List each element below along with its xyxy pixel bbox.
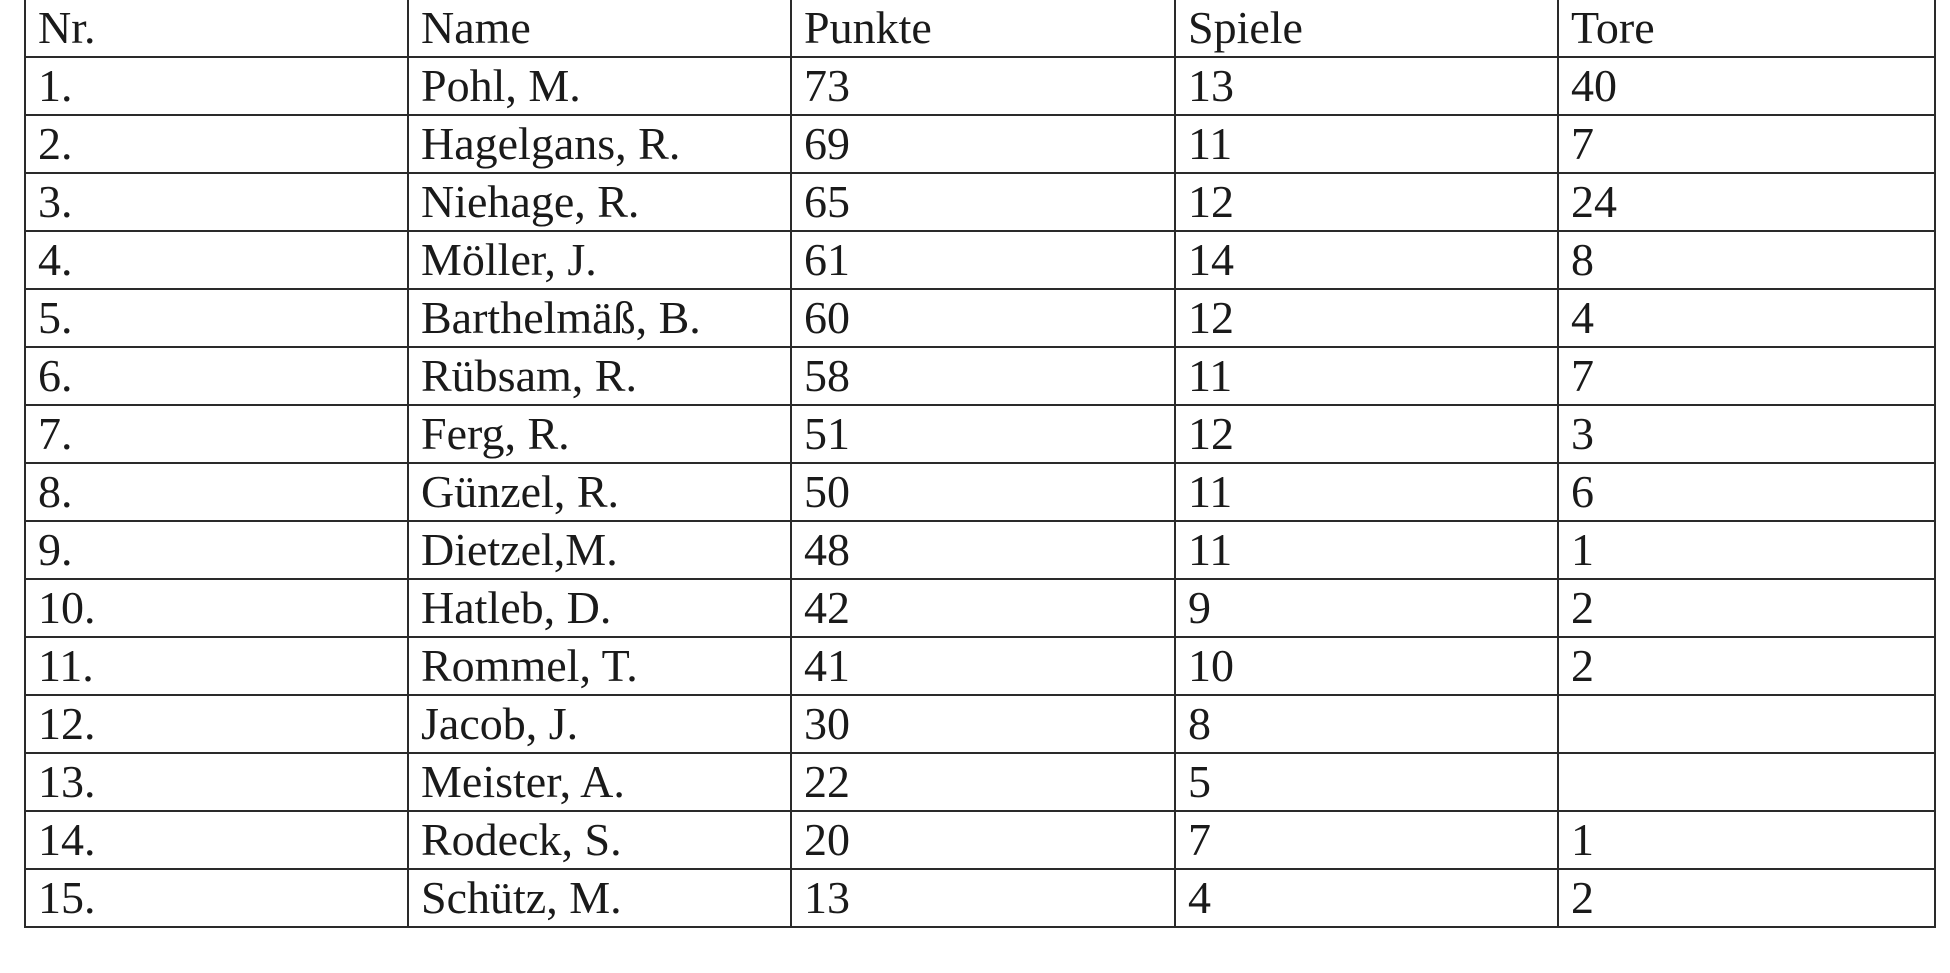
goals-cell: 2: [1558, 637, 1935, 695]
name-cell: Meister, A.: [408, 753, 791, 811]
table-row: [25, 753, 1935, 811]
games-cell: 14: [1175, 231, 1558, 289]
points-cell: 61: [791, 231, 1175, 289]
table-body: [25, 57, 1935, 927]
points-cell: 58: [791, 347, 1175, 405]
rank-cell: 1.: [25, 57, 408, 115]
goals-cell: 8: [1558, 231, 1935, 289]
header-name: Name: [408, 0, 791, 57]
goals-cell: 2: [1558, 579, 1935, 637]
goals-cell: 24: [1558, 173, 1935, 231]
points-cell: 13: [791, 869, 1175, 927]
rank-cell: 8.: [25, 463, 408, 521]
name-cell: Niehage, R.: [408, 173, 791, 231]
header-tore: Tore: [1558, 0, 1935, 57]
table-row: [25, 231, 1935, 289]
points-cell: 42: [791, 579, 1175, 637]
table-row: [25, 579, 1935, 637]
points-cell: 30: [791, 695, 1175, 753]
games-cell: 9: [1175, 579, 1558, 637]
table-row: [25, 637, 1935, 695]
goals-cell: 7: [1558, 115, 1935, 173]
games-cell: 13: [1175, 57, 1558, 115]
table-row: [25, 347, 1935, 405]
points-cell: 20: [791, 811, 1175, 869]
points-cell: 41: [791, 637, 1175, 695]
header-punkte: Punkte: [791, 0, 1175, 57]
rank-cell: 13.: [25, 753, 408, 811]
rank-cell: 3.: [25, 173, 408, 231]
name-cell: Rodeck, S.: [408, 811, 791, 869]
points-cell: 69: [791, 115, 1175, 173]
header-row: [25, 0, 1935, 57]
table-row: [25, 695, 1935, 753]
name-cell: Barthelmäß, B.: [408, 289, 791, 347]
games-cell: 11: [1175, 463, 1558, 521]
name-cell: Schütz, M.: [408, 869, 791, 927]
rank-cell: 14.: [25, 811, 408, 869]
games-cell: 11: [1175, 347, 1558, 405]
name-cell: Rübsam, R.: [408, 347, 791, 405]
points-cell: 48: [791, 521, 1175, 579]
name-cell: Rommel, T.: [408, 637, 791, 695]
table-row: [25, 521, 1935, 579]
name-cell: Dietzel,M.: [408, 521, 791, 579]
games-cell: 11: [1175, 521, 1558, 579]
games-cell: 5: [1175, 753, 1558, 811]
games-cell: 4: [1175, 869, 1558, 927]
name-cell: Ferg, R.: [408, 405, 791, 463]
rank-cell: 2.: [25, 115, 408, 173]
points-cell: 73: [791, 57, 1175, 115]
rank-cell: 12.: [25, 695, 408, 753]
table-row: [25, 405, 1935, 463]
rank-cell: 6.: [25, 347, 408, 405]
points-cell: 65: [791, 173, 1175, 231]
rank-cell: 10.: [25, 579, 408, 637]
goals-cell: 1: [1558, 811, 1935, 869]
games-cell: 10: [1175, 637, 1558, 695]
name-cell: Hatleb, D.: [408, 579, 791, 637]
games-cell: 11: [1175, 115, 1558, 173]
name-cell: Möller, J.: [408, 231, 791, 289]
goals-cell: 2: [1558, 869, 1935, 927]
table-row: [25, 289, 1935, 347]
name-cell: Pohl, M.: [408, 57, 791, 115]
table-row: [25, 811, 1935, 869]
goals-cell: [1558, 695, 1935, 753]
table-row: [25, 57, 1935, 115]
goals-cell: [1558, 753, 1935, 811]
games-cell: 8: [1175, 695, 1558, 753]
header-nr: Nr.: [25, 0, 408, 57]
games-cell: 7: [1175, 811, 1558, 869]
table-row: [25, 869, 1935, 927]
goals-cell: 40: [1558, 57, 1935, 115]
games-cell: 12: [1175, 289, 1558, 347]
table-row: [25, 463, 1935, 521]
rank-cell: 7.: [25, 405, 408, 463]
games-cell: 12: [1175, 173, 1558, 231]
table-row: [25, 173, 1935, 231]
name-cell: Hagelgans, R.: [408, 115, 791, 173]
table-row: [25, 115, 1935, 173]
rank-cell: 4.: [25, 231, 408, 289]
points-cell: 60: [791, 289, 1175, 347]
games-cell: 12: [1175, 405, 1558, 463]
rank-cell: 11.: [25, 637, 408, 695]
goals-cell: 1: [1558, 521, 1935, 579]
goals-cell: 6: [1558, 463, 1935, 521]
rank-cell: 15.: [25, 869, 408, 927]
goals-cell: 7: [1558, 347, 1935, 405]
points-cell: 50: [791, 463, 1175, 521]
rank-cell: 9.: [25, 521, 408, 579]
name-cell: Günzel, R.: [408, 463, 791, 521]
rank-cell: 5.: [25, 289, 408, 347]
goals-cell: 4: [1558, 289, 1935, 347]
points-cell: 22: [791, 753, 1175, 811]
player-stats-table: [24, 0, 1936, 928]
name-cell: Jacob, J.: [408, 695, 791, 753]
goals-cell: 3: [1558, 405, 1935, 463]
points-cell: 51: [791, 405, 1175, 463]
header-spiele: Spiele: [1175, 0, 1558, 57]
